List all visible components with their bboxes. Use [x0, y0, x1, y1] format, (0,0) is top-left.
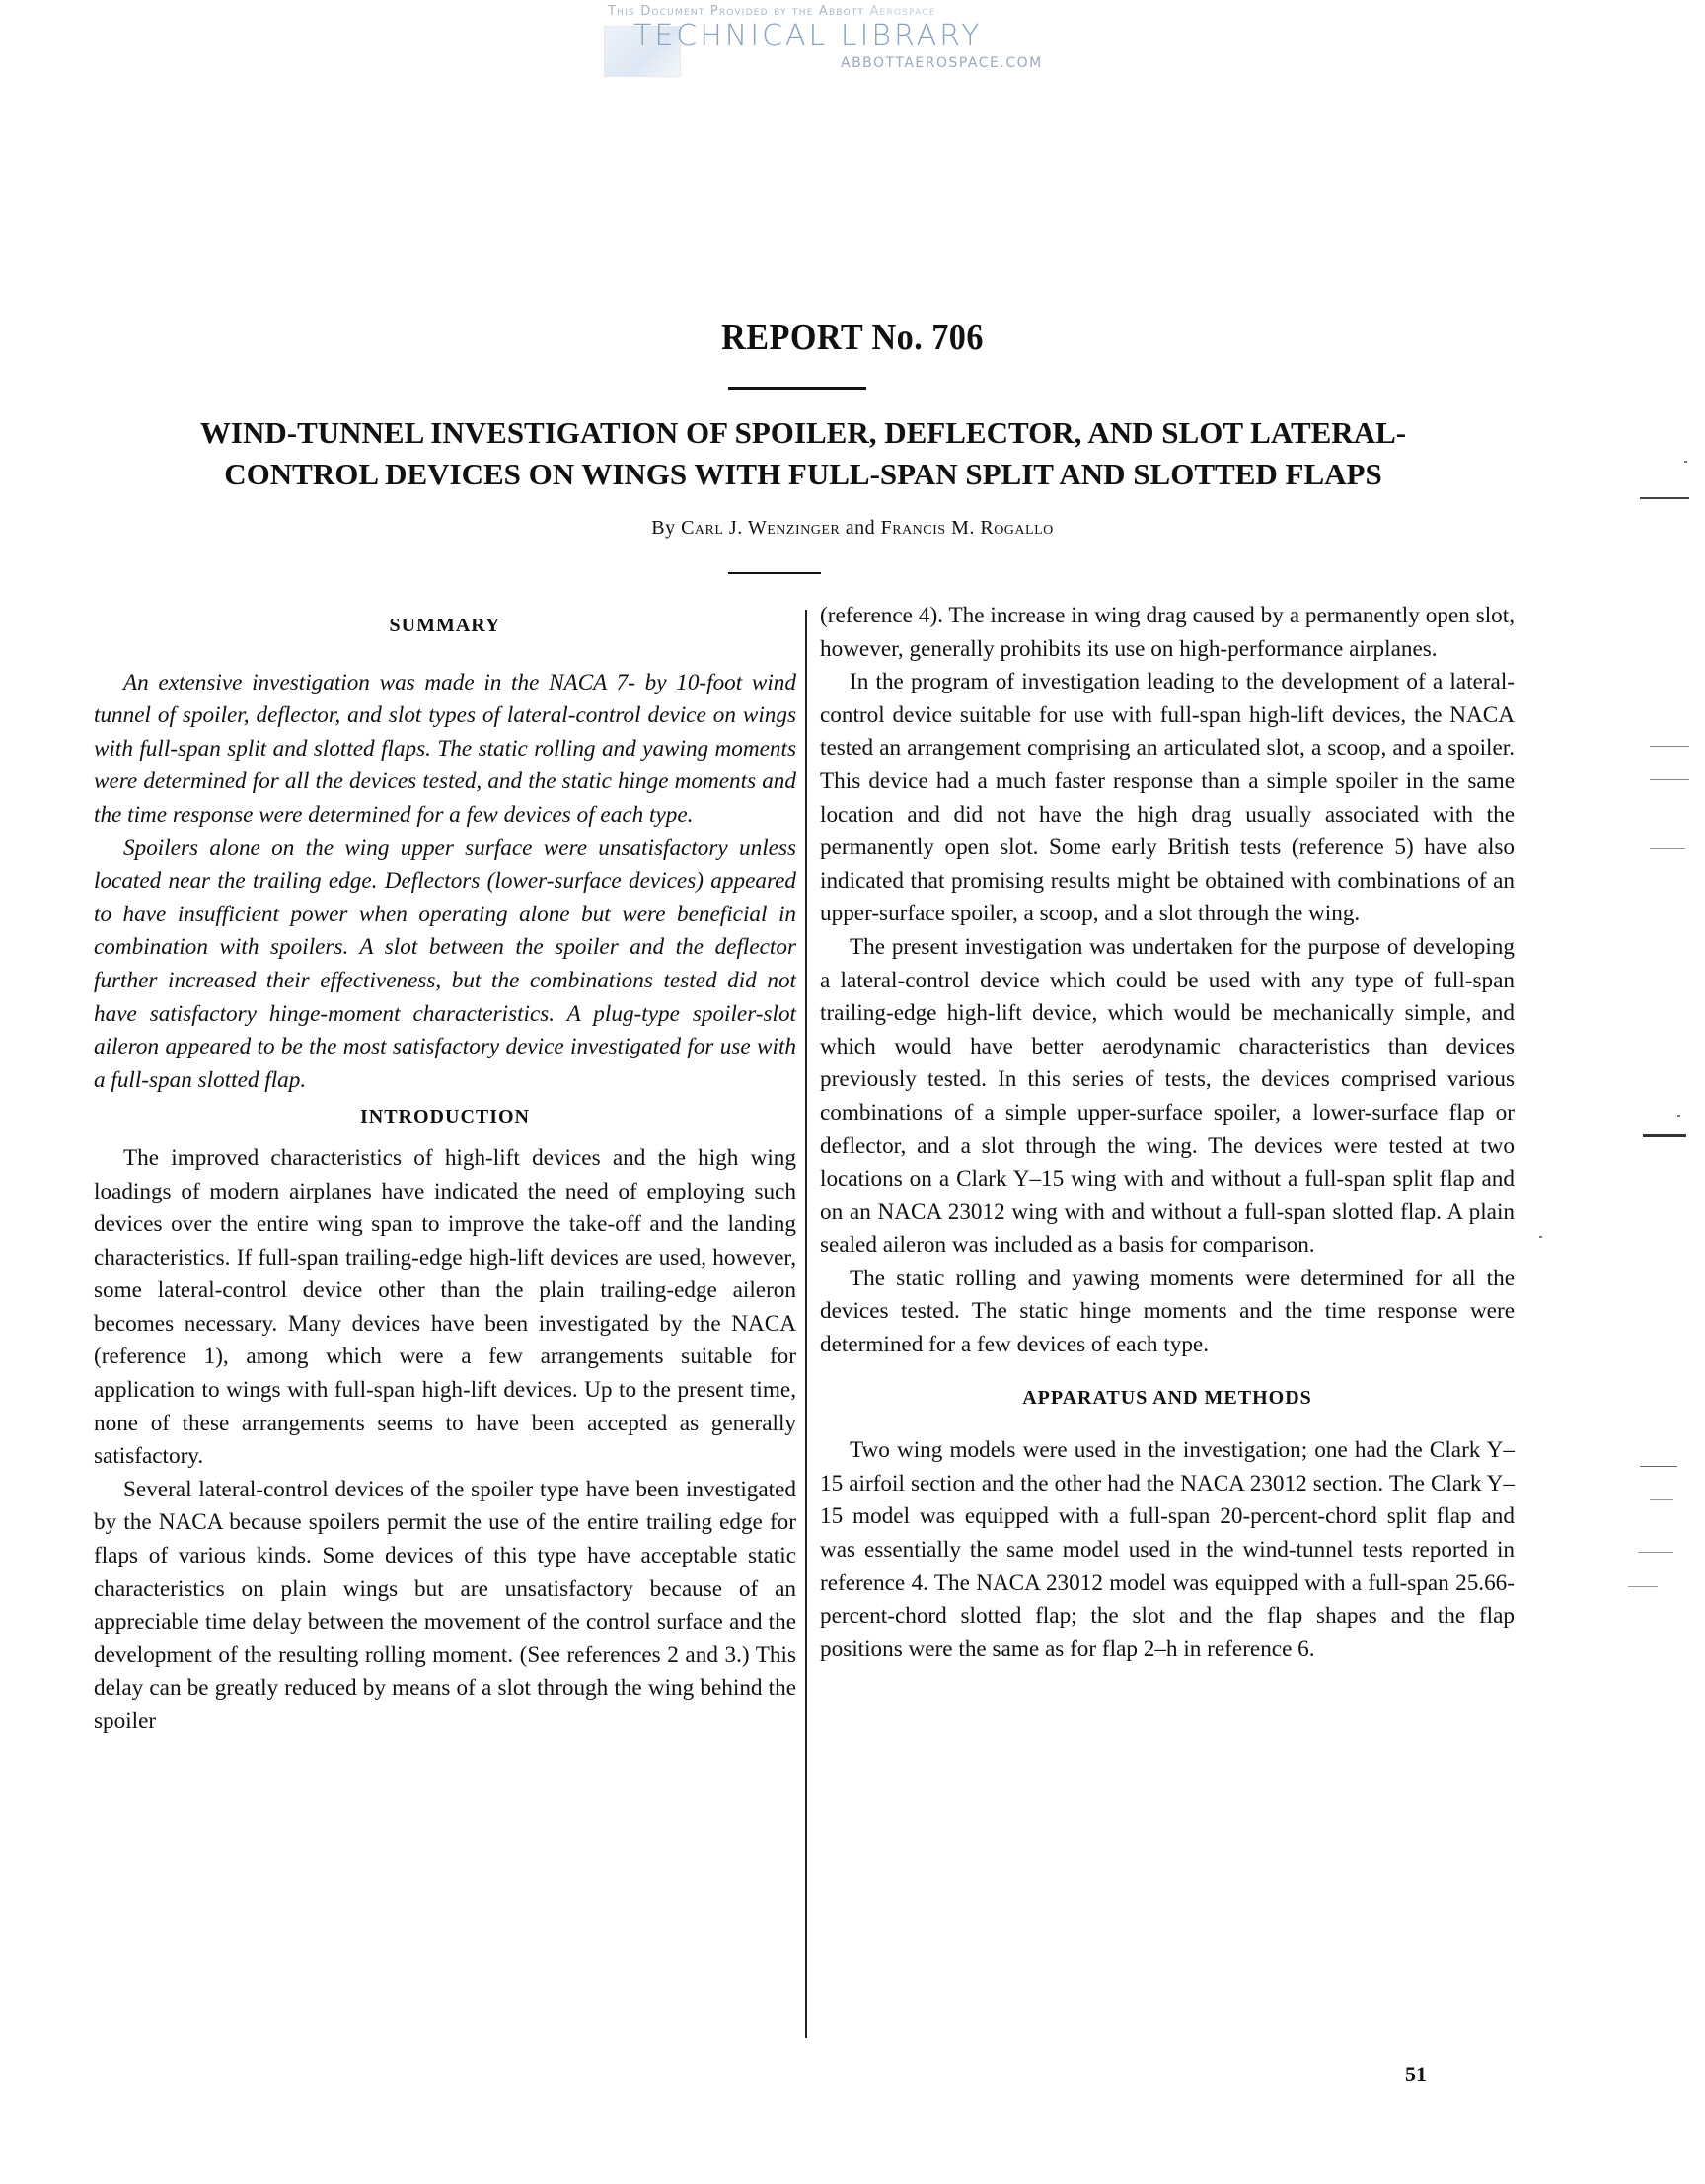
summary-paragraph: Spoilers alone on the wing upper surface were unsatisfactory unless located near the trailing edge. Deflectors (lower-surface devices) appeared to have insufficient power when operating alone but were beneficial in combination with spoilers. A slot between the spoiler and the deflector further increased their effectiveness, but the combinations tested did not have satisfactory hinge-moment characteristics. A plug-type spoiler-slot aileron appeared to be the most satisfactory device investigated for use with a full-span slotted flap. [94, 835, 796, 1093]
introduction-paragraph: The improved characteristics of high-lift devices and the high wing loadings of modern airplanes have indicated the need of employing such devices over the entire wing span to improve the take-off and the landing characteristics. If full-span trailing-edge high-lift devices are used, however, some lateral-control device other than the plain trailing-edge aileron becomes necessary. Many devices have been investigated by the NACA (reference 1), among which were a few arrangements suitable for application to wings with full-span high-lift devices. Up to the present time, none of these arrangements seems to have been accepted as generally satisfactory. [94, 1144, 796, 1470]
margin-dot [1677, 1115, 1680, 1117]
column-divider [805, 610, 807, 2038]
margin-mark [1650, 848, 1685, 849]
introduction-heading: INTRODUCTION [359, 1106, 531, 1128]
introduction-paragraph: Several lateral-control devices of the spoiler type have been investigated by the NACA because spoilers permit the use of the entire trailing edge for flaps of various kinds. Some devices of this type have acceptable static characteristics on plain wings but are unsatisfactory because of an appreciable time delay between the movement of the control surface and the development of the resulting rolling moment. (See references 2 and 3.) This delay can be greatly reduced by means of a slot through the wing behind the spoiler [94, 1476, 796, 1734]
title-line-1: WIND-TUNNEL INVESTIGATION OF SPOILER, DEFLECTOR, AND SLOT LATERAL- [199, 415, 1407, 450]
margin-dot [1539, 1236, 1542, 1238]
introduction-paragraph: The present investigation was undertaken for the purpose of developing a lateral-control device which could be used with any type of full-span trailing-edge high-lift device, which would be mechanically simple, and which would have better aerodynamic characteristics than devices previously tested. In this series of tests, the devices comprised various combinations of a simple upper-surface spoiler, a lower-surface flap or deflector, and a slot through the wing. The devices were tested at two locations on a Clark Y–15 wing with and without a full-span split flap and on an NACA 23012 wing with and without a full-span slotted flap. A plain sealed aileron was included as a basis for comparison. [820, 933, 1515, 1259]
margin-mark [1643, 1134, 1686, 1137]
paper-title [87, 412, 1520, 495]
title-divider [728, 387, 866, 390]
margin-mark [1650, 746, 1689, 747]
introduction-paragraph: In the program of investigation leading to the development of a lateral-control device suitable for use with full-span high-lift devices, the NACA tested an arrangement comprising an articulated slot, a scoop, and a spoiler. This device had a much faster response than a simple spoiler in the same location and did not have the high drag usually associated with the permanently open slot. Some early British tests (reference 5) have also indicated that promising results might be obtained with combinations of an upper-surface spoiler, a scoop, and a slot through the wing. [820, 669, 1515, 927]
watermark-url: ABBOTTAEROSPACE.COM [841, 55, 1043, 71]
watermark-tagline: This Document Provided by the Abbott Aerospace [608, 4, 936, 19]
summary-heading: SUMMARY [389, 615, 501, 636]
margin-mark [1650, 779, 1689, 780]
author-1: Carl J. Wenzinger [681, 517, 841, 539]
introduction-paragraph-continued: (reference 4). The increase in wing drag caused by a permanently open slot, however, generally prohibits its use on high-performance airplanes. [820, 603, 1515, 662]
margin-mark [1640, 497, 1689, 499]
apparatus-heading: APPARATUS AND METHODS [1022, 1386, 1312, 1409]
left-column [94, 600, 796, 1739]
watermark [604, 4, 1077, 73]
byline: By Carl J. Wenzinger and Francis M. Rogallo [651, 517, 1054, 539]
author-2: Francis M. Rogallo [880, 517, 1054, 539]
report-number: REPORT No. 706 [721, 317, 984, 358]
right-column [820, 600, 1515, 1666]
page-number: 51 [1405, 2062, 1427, 2086]
margin-mark [1650, 1499, 1673, 1500]
title-line-2: CONTROL DEVICES ON WINGS WITH FULL-SPAN SPLIT AND SLOTTED FLAPS [224, 457, 1382, 491]
margin-dot [1684, 461, 1687, 463]
watermark-title: TECHNICAL LIBRARY [633, 19, 983, 53]
summary-paragraph: An extensive investigation was made in the NACA 7- by 10-foot wind tunnel of spoiler, deflector, and slot types of lateral-control device on wings with full-span split and slotted flaps. The static rolling and yawing moments were determined for all the devices tested, and the static hinge moments and the time response were determined for a few devices of each type. [94, 669, 796, 828]
byline-divider [728, 572, 821, 574]
introduction-paragraph: The static rolling and yawing moments were determined for all the devices tested. The static hinge moments and the time response were determined for a few devices of each type. [820, 1265, 1515, 1358]
apparatus-paragraph: Two wing models were used in the investigation; one had the Clark Y–15 airfoil section and the other had the NACA 23012 section. The Clark Y–15 model was equipped with a full-span 20-percent-chord split flap and was essentially the same model used in the wind-tunnel tests reported in reference 4. The NACA 23012 model was equipped with a full-span 25.66-percent-chord slotted flap; the slot and the flap shapes and the flap positions were the same as for flap 2–h in reference 6. [820, 1437, 1515, 1662]
margin-mark [1638, 1552, 1673, 1553]
margin-mark [1640, 1466, 1677, 1467]
margin-mark [1628, 1586, 1658, 1587]
